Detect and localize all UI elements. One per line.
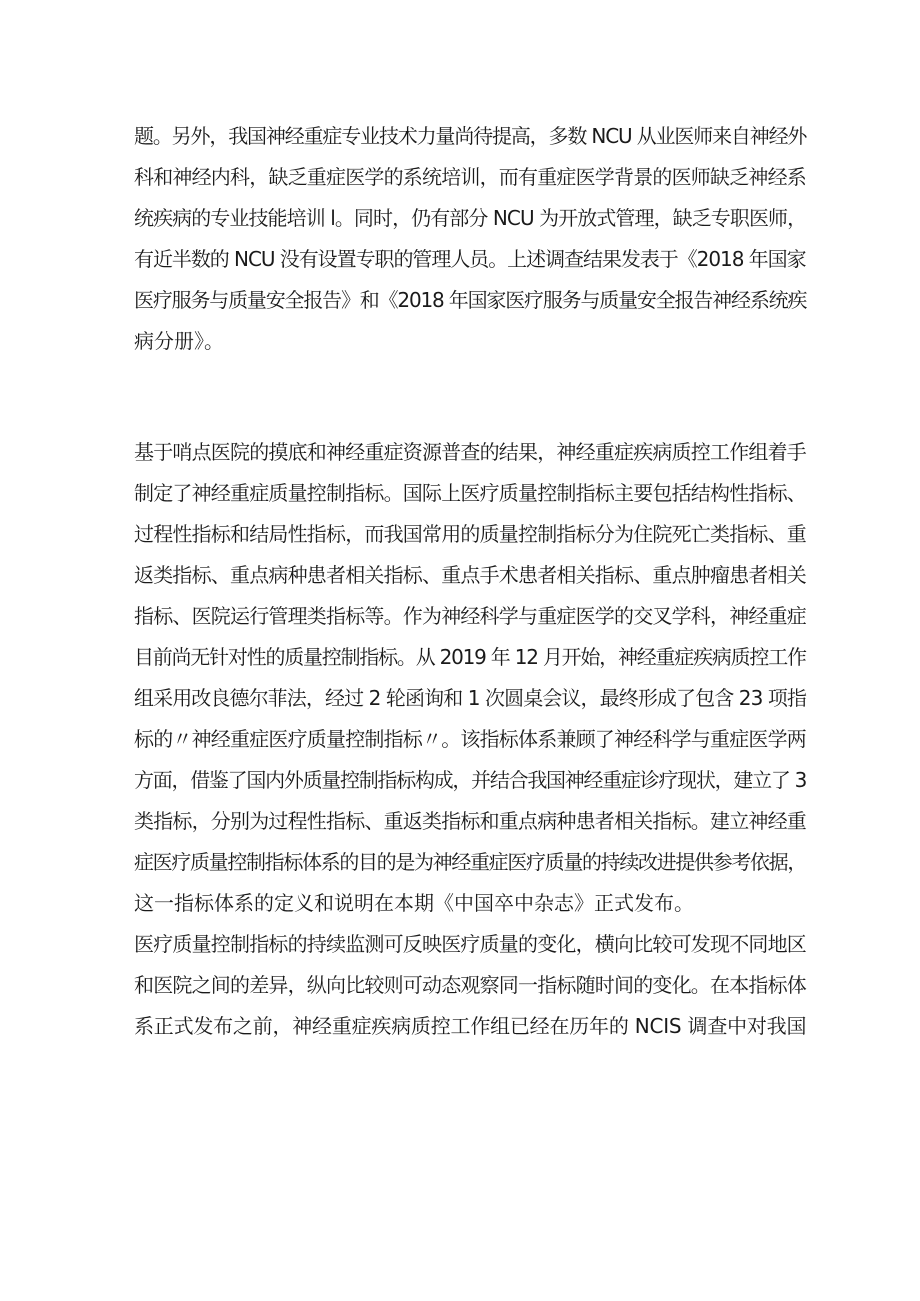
- text-line: 系正式发布之前，神经重症疾病质控工作组已经在历年的 NCIS 调查中对我国: [134, 1014, 807, 1038]
- text-line: 医疗服务与质量安全报告》和《2018 年国家医疗服务与质量安全报告神经系统疾: [134, 288, 807, 312]
- text-line: 制定了神经重症质量控制指标。国际上医疗质量控制指标主要包括结构性指标、: [134, 481, 806, 505]
- text-line: 题。另外，我国神经重症专业技术力量尚待提高，多数 NCU 从业医师来自神经外: [134, 124, 807, 148]
- text-line: 类指标，分别为过程性指标、重返类指标和重点病种患者相关指标。建立神经重: [134, 809, 806, 833]
- paragraph-quality-indicators: [134, 432, 806, 924]
- text-line: 组采用改良德尔菲法，经过 2 轮函询和 1 次圆桌会议，最终形成了包含 23 项指: [134, 686, 807, 710]
- text-line: 过程性指标和结局性指标，而我国常用的质量控制指标分为住院死亡类指标、重: [134, 522, 806, 546]
- text-line: 目前尚无针对性的质量控制指标。从 2019 年 12 月开始，神经重症疾病质控工作: [134, 645, 806, 669]
- text-line: 统疾病的专业技能培训 l。同时，仍有部分 NCU 为开放式管理，缺乏专职医师，: [134, 206, 807, 230]
- paragraph-continuous-monitoring: [134, 924, 806, 1047]
- text-line: 指标、医院运行管理类指标等。作为神经科学与重症医学的交叉学科，神经重症: [134, 604, 806, 628]
- text-line: 方面，借鉴了国内外质量控制指标构成，并结合我国神经重症诊疗现状，建立了 3: [134, 768, 807, 792]
- text-line: 这一指标体系的定义和说明在本期《中国卒中杂志》正式发布。: [134, 891, 694, 915]
- text-line: 和医院之间的差异，纵向比较则可动态观察同一指标随时间的变化。在本指标体: [134, 973, 806, 997]
- document-body: [134, 116, 806, 1047]
- text-line: 基于哨点医院的摸底和神经重症资源普查的结果，神经重症疾病质控工作组着手: [134, 440, 806, 464]
- text-line: 病分册》。: [134, 329, 224, 353]
- paragraph-ncu-survey: [134, 116, 806, 362]
- paragraph-spacer: [134, 362, 806, 432]
- text-line: 症医疗质量控制指标体系的目的是为神经重症医疗质量的持续改进提供参考依据，: [134, 850, 807, 874]
- text-line: 返类指标、重点病种患者相关指标、重点手术患者相关指标、重点肿瘤患者相关: [134, 563, 806, 587]
- text-line: 有近半数的 NCU 没有设置专职的管理人员。上述调查结果发表于《2018 年国家: [134, 247, 806, 271]
- text-line: 科和神经内科，缺乏重症医学的系统培训，而有重症医学背景的医师缺乏神经系: [134, 165, 806, 189]
- text-line: 标的〃神经重症医疗质量控制指标〃。该指标体系兼顾了神经科学与重症医学两: [134, 727, 806, 751]
- text-line: 医疗质量控制指标的持续监测可反映医疗质量的变化，横向比较可发现不同地区: [134, 932, 806, 956]
